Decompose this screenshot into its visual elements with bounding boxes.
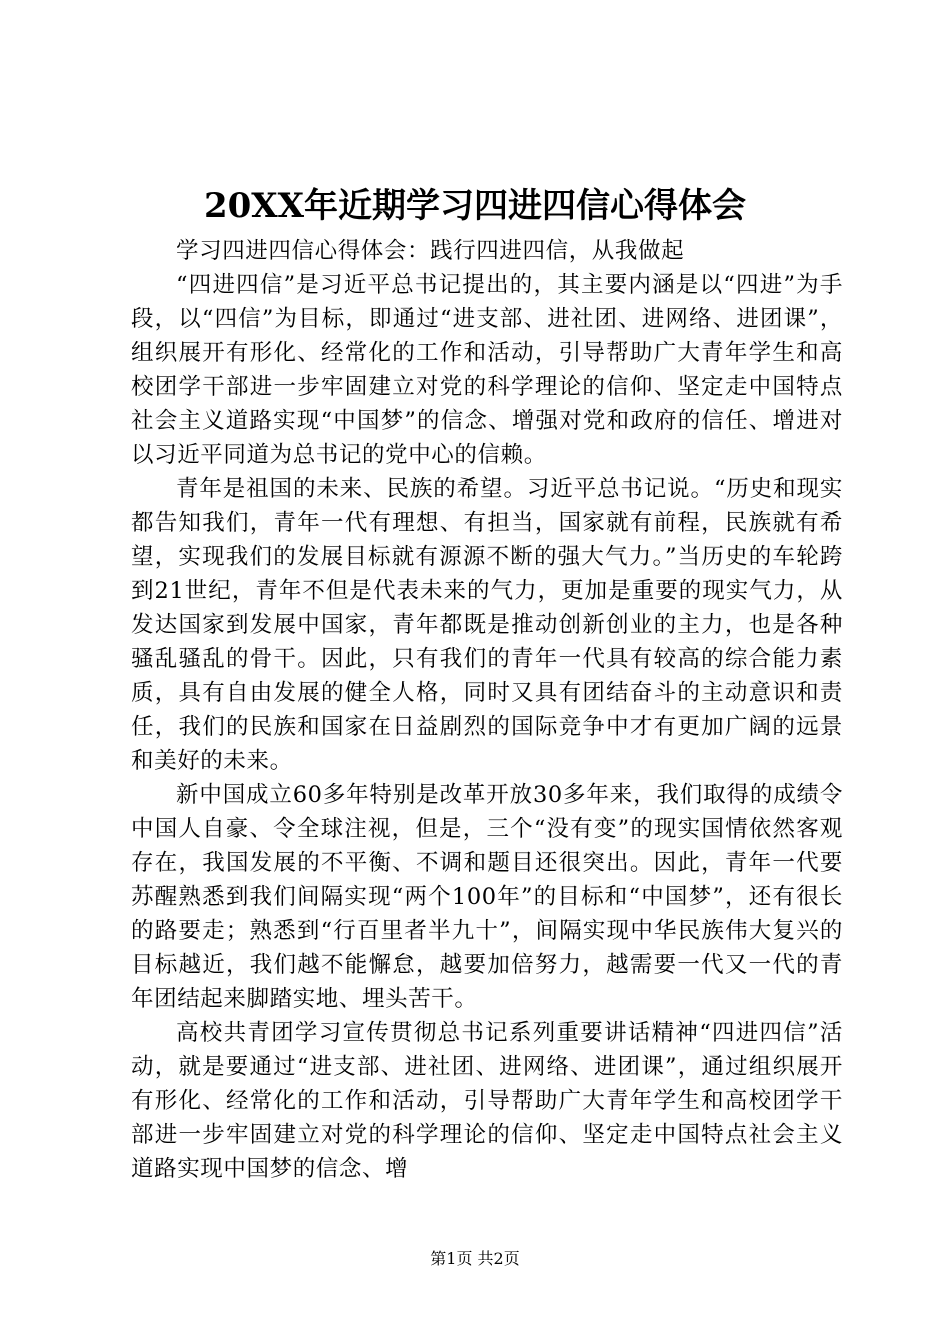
document-body bbox=[131, 234, 843, 1186]
document-title: 20XX年近期学习四进四信心得体会 bbox=[203, 186, 747, 226]
paragraph: 青年是祖国的未来、民族的希望。习近平总书记说。“历史和现实都告知我们，青年一代有理想、有担当，国家就有前程，民族就有希望，实现我们的发展目标就有源源不断的强大气力。”当历史的车轮跨到21世纪，青年不但是代表未来的气力，更加是重要的现实气力，从发达国家到发展中国家，青年都既是推动创新创业的主力，也是各种骚乱骚乱的骨干。因此，只有我们的青年一代具有较高的综合能力素质，具有自由发展的健全人格，同时又具有团结奋斗的主动意识和责任，我们的民族和国家在日益剧烈的国际竞争中才有更加广阔的远景和美好的未来。 bbox=[131, 476, 843, 774]
paragraph: 高校共青团学习宣传贯彻总书记系列重要讲话精神“四进四信”活动，就是要通过“进支部、进社团、进网络、进团课”，通过组织展开有形化、经常化的工作和活动，引导帮助广大青年学生和高校团学干部进一步牢固建立对党的科学理论的信仰、坚定走中国特点社会主义道路实现中国梦的信念、增 bbox=[131, 1020, 843, 1182]
page-number-footer: 第1页 共2页 bbox=[430, 1249, 520, 1268]
paragraph: “四进四信”是习近平总书记提出的，其主要内涵是以“四进”为手段，以“四信”为目标，即通过“进支部、进社团、进网络、进团课”，组织展开有形化、经常化的工作和活动，引导帮助广大青年学生和高校团学干部进一步牢固建立对党的科学理论的信仰、坚定走中国特点社会主义道路实现“中国梦”的信念、增强对党和政府的信任、增进对以习近平同道为总书记的党中心的信赖。 bbox=[131, 272, 843, 468]
paragraph-subtitle: 学习四进四信心得体会：践行四进四信，从我做起 bbox=[176, 238, 685, 264]
paragraph: 新中国成立60多年特别是改革开放30多年来，我们取得的成绩令中国人自豪、令全球注视，但是，三个“没有变”的现实国情依然客观存在，我国发展的不平衡、不调和题目还很突出。因此，青年一代要苏醒熟悉到我们间隔实现“两个100年”的目标和“中国梦”，还有很长的路要走；熟悉到“行百里者半九十”，间隔实现中华民族伟大复兴的目标越近，我们越不能懈怠，越要加倍努力，越需要一代又一代的青年团结起来脚踏实地、埋头苦干。 bbox=[131, 782, 843, 1012]
